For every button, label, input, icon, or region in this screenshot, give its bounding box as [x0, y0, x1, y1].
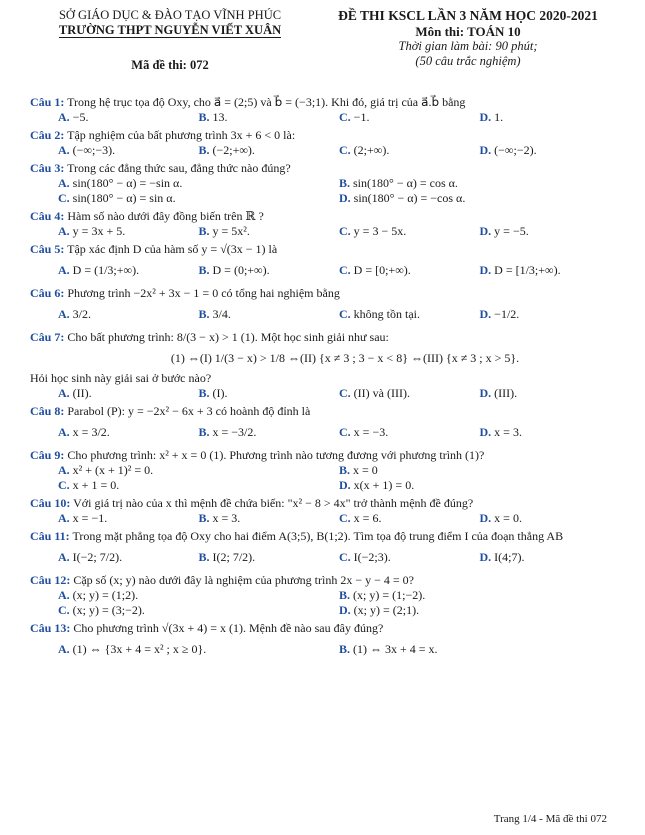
answer-option: [199, 386, 340, 401]
option-text: −5.: [72, 110, 89, 124]
option-text: (−2;+∞).: [212, 143, 255, 157]
school-name-text: TRƯỜNG THPT NGUYỄN VIẾT XUÂN: [58, 23, 282, 37]
option-letter: A.: [58, 588, 70, 602]
option-letter: D.: [479, 110, 492, 124]
option-letter: B.: [198, 550, 210, 564]
question-stem: [30, 128, 620, 143]
option-letter: D.: [479, 550, 492, 564]
option-letter: A.: [58, 143, 70, 157]
answer-option: [339, 143, 480, 158]
question: [30, 95, 620, 125]
question-text: Parabol (P): y = −2x² − 6x + 3 có hoành độ đỉnh là: [67, 404, 311, 418]
question-stem: [30, 209, 620, 224]
answer-option: [480, 224, 621, 239]
answer-option: [58, 544, 199, 570]
question: [30, 621, 620, 662]
answer-option: [199, 224, 340, 239]
option-text: (x; y) = (2;1).: [353, 603, 420, 617]
option-text: (x; y) = (1;2).: [72, 588, 139, 602]
option-letter: D.: [479, 224, 492, 238]
question: [30, 161, 620, 206]
question-number: Câu 7:: [30, 330, 65, 344]
option-letter: B.: [198, 425, 210, 439]
question-stem: [30, 286, 620, 301]
question-followup: Hỏi học sinh này giải sai ở bước nào?: [30, 371, 212, 385]
option-letter: B.: [198, 263, 210, 277]
option-letter: A.: [58, 642, 70, 656]
option-letter: C.: [339, 386, 351, 400]
answer-option: [199, 257, 340, 283]
question-number: Câu 4:: [30, 209, 65, 223]
answer-option: [339, 478, 620, 493]
answer-options: [30, 176, 620, 206]
question: [30, 242, 620, 283]
answer-option: [199, 419, 340, 445]
question-text: Cho bất phương trình: 8/(3 − x) > 1 (1). Một học sinh giải như sau:: [67, 330, 389, 344]
answer-option: [339, 110, 480, 125]
question-text: Cặp số (x; y) nào dưới đây là nghiệm của phương trình 2x − y − 4 = 0?: [73, 573, 414, 587]
answer-options: [30, 419, 620, 445]
option-text: D = (0;+∞).: [212, 263, 270, 277]
option-text: x(x + 1) = 0.: [353, 478, 415, 492]
question: [30, 573, 620, 618]
question-stem: [30, 95, 620, 110]
answer-option: [339, 386, 480, 401]
option-text: (II).: [72, 386, 92, 400]
option-letter: D.: [479, 307, 492, 321]
header-left: [30, 8, 310, 73]
question-text: Trong mặt phẳng tọa độ Oxy cho hai điểm A(3;5), B(1;2). Tìm tọa độ trung điểm I của đoạn thẳng AB: [72, 529, 564, 543]
option-letter: D.: [479, 143, 492, 157]
option-text: −1/2.: [494, 307, 520, 321]
answer-option: [339, 176, 620, 191]
option-text: y = 3 − 5x.: [353, 224, 407, 238]
exam-duration: Thời gian làm bài: 90 phút;: [398, 39, 538, 53]
option-letter: C.: [58, 478, 70, 492]
question-text: Tập xác định D của hàm số y = √(3x − 1) là: [67, 242, 278, 256]
option-text: (2;+∞).: [353, 143, 390, 157]
option-text: y = −5.: [494, 224, 529, 238]
option-text: y = 3x + 5.: [72, 224, 126, 238]
answer-option: [58, 257, 199, 283]
option-letter: A.: [58, 511, 70, 525]
answer-option: [339, 588, 620, 603]
option-text: 13.: [212, 110, 228, 124]
option-text: (1) ⇔ {3x + 4 = x² ; x ≥ 0}.: [72, 642, 207, 656]
answer-option: [339, 419, 480, 445]
option-text: x = 6.: [353, 511, 382, 525]
question-stem: [30, 242, 620, 257]
option-text: x = 3.: [212, 511, 241, 525]
answer-option: [199, 544, 340, 570]
department-name: SỞ GIÁO DỤC & ĐÀO TẠO VĨNH PHÚC: [58, 8, 282, 22]
answer-option: [199, 301, 340, 327]
question-number: Câu 1:: [30, 95, 65, 109]
option-letter: C.: [339, 143, 351, 157]
question-text: Trong hệ trục tọa độ Oxy, cho a⃗ = (2;5) và b⃗ = (−3;1). Khi đó, giá trị của a⃗.b⃗ bằng: [67, 95, 466, 109]
answer-options: [30, 588, 620, 618]
question-number: Câu 8:: [30, 404, 65, 418]
answer-options: [30, 110, 620, 125]
option-text: I(−2;3).: [353, 550, 391, 564]
question-number: Câu 3:: [30, 161, 65, 175]
option-text: 1.: [494, 110, 504, 124]
option-letter: D.: [479, 263, 492, 277]
option-text: x = 0: [353, 463, 378, 477]
option-letter: D.: [339, 478, 351, 492]
answer-option: [480, 257, 621, 283]
option-letter: C.: [339, 550, 351, 564]
option-text: D = [0;+∞).: [353, 263, 411, 277]
answer-option: [58, 478, 339, 493]
question-text: Hàm số nào dưới đây đồng biến trên ℝ ?: [67, 209, 264, 223]
answer-options: [30, 257, 620, 283]
option-letter: C.: [339, 307, 351, 321]
option-text: (x; y) = (3;−2).: [72, 603, 145, 617]
option-text: (II) và (III).: [353, 386, 410, 400]
option-letter: A.: [58, 463, 70, 477]
header-right: [318, 8, 618, 69]
option-letter: D.: [339, 603, 351, 617]
question-stem: [30, 330, 620, 345]
answer-option: [58, 588, 339, 603]
option-letter: B.: [198, 224, 210, 238]
answer-option: [58, 143, 199, 158]
answer-option: [58, 110, 199, 125]
answer-option: [339, 636, 620, 662]
option-text: I(4;7).: [494, 550, 525, 564]
option-text: (−∞;−2).: [494, 143, 537, 157]
answer-option: [339, 511, 480, 526]
answer-options: [30, 463, 620, 493]
option-letter: A.: [58, 307, 70, 321]
question: [30, 529, 620, 570]
question-number: Câu 6:: [30, 286, 65, 300]
option-text: x = 3/2.: [72, 425, 110, 439]
option-letter: B.: [339, 588, 351, 602]
answer-option: [480, 110, 621, 125]
answer-option: [480, 511, 621, 526]
exam-subject: Môn thi: TOÁN 10: [415, 24, 521, 39]
answer-options: [30, 511, 620, 526]
question-stem: [30, 161, 620, 176]
option-text: sin(180° − α) = −sin α.: [72, 176, 183, 190]
solution-steps: (1) ⇔(I) 1/(3 − x) > 1/8 ⇔(II) {x ≠ 3 ; 3 − x < 8} ⇔(III) {x ≠ 3 ; x > 5}.: [170, 351, 520, 365]
option-letter: C.: [339, 263, 351, 277]
option-letter: C.: [58, 603, 70, 617]
answer-option: [58, 301, 199, 327]
question: [30, 448, 620, 493]
answer-option: [480, 386, 621, 401]
option-text: x = 0.: [494, 511, 522, 525]
answer-option: [339, 463, 620, 478]
option-letter: A.: [58, 110, 70, 124]
option-text: sin(180° − α) = −cos α.: [353, 191, 466, 205]
answer-option: [58, 191, 339, 206]
option-text: (I).: [212, 386, 228, 400]
option-text: sin(180° − α) = sin α.: [72, 191, 176, 205]
option-text: D = [1/3;+∞).: [494, 263, 561, 277]
answer-option: [58, 463, 339, 478]
question-list: [30, 92, 620, 662]
answer-options: [30, 143, 620, 158]
exam-code: Mã đề thi: 072: [131, 58, 209, 72]
option-letter: B.: [198, 143, 210, 157]
answer-option: [480, 419, 621, 445]
answer-option: [480, 143, 621, 158]
option-letter: A.: [58, 176, 70, 190]
option-text: x² + (x + 1)² = 0.: [72, 463, 154, 477]
answer-option: [58, 224, 199, 239]
exam-header: [0, 0, 645, 90]
exam-title: ĐỀ THI KSCL LẦN 3 NĂM HỌC 2020-2021: [338, 8, 598, 23]
question: [30, 128, 620, 158]
answer-options: [30, 544, 620, 570]
question-text: Tập nghiệm của bất phương trình 3x + 6 < 0 là:: [67, 128, 296, 142]
option-text: (x; y) = (1;−2).: [353, 588, 426, 602]
page-footer: Trang 1/4 - Mã đề thi 072: [493, 813, 607, 825]
question-number: Câu 5:: [30, 242, 65, 256]
option-letter: C.: [339, 511, 351, 525]
option-text: x = −3/2.: [212, 425, 257, 439]
option-text: (1) ⇔ 3x + 4 = x.: [353, 642, 438, 656]
option-letter: D.: [479, 425, 492, 439]
answer-option: [58, 511, 199, 526]
answer-option: [58, 603, 339, 618]
option-text: (III).: [494, 386, 518, 400]
option-letter: C.: [339, 224, 351, 238]
question: [30, 330, 620, 401]
option-text: x + 1 = 0.: [72, 478, 120, 492]
answer-option: [339, 224, 480, 239]
option-letter: A.: [58, 224, 70, 238]
answer-options: [30, 636, 620, 662]
option-letter: C.: [339, 110, 351, 124]
option-text: −1.: [353, 110, 370, 124]
question-stem: [30, 404, 620, 419]
answer-options: [30, 386, 620, 401]
question-stem: [30, 496, 620, 511]
exam-format: (50 câu trắc nghiệm): [415, 54, 521, 68]
option-text: x = −1.: [72, 511, 108, 525]
answer-option: [480, 301, 621, 327]
question-number: Câu 2:: [30, 128, 65, 142]
answer-option: [339, 257, 480, 283]
question-number: Câu 9:: [30, 448, 65, 462]
question-text: Với giá trị nào của x thì mệnh đề chứa biến: "x² − 8 > 4x" trở thành mệnh đề đúng?: [73, 496, 474, 510]
question: [30, 209, 620, 239]
option-text: sin(180° − α) = cos α.: [353, 176, 458, 190]
option-letter: A.: [58, 263, 70, 277]
option-text: y = 5x².: [212, 224, 250, 238]
question-number: Câu 10:: [30, 496, 71, 510]
question: [30, 404, 620, 445]
option-text: D = (1/3;+∞).: [72, 263, 140, 277]
option-text: x = −3.: [353, 425, 389, 439]
answer-option: [58, 636, 339, 662]
option-text: 3/4.: [212, 307, 231, 321]
option-text: không tồn tại.: [353, 307, 420, 321]
option-letter: B.: [198, 511, 210, 525]
option-letter: D.: [479, 386, 492, 400]
option-letter: A.: [58, 386, 70, 400]
option-letter: B.: [198, 307, 210, 321]
answer-option: [58, 386, 199, 401]
answer-option: [339, 301, 480, 327]
option-letter: B.: [339, 642, 351, 656]
option-text: 3/2.: [72, 307, 92, 321]
option-letter: D.: [479, 511, 492, 525]
answer-option: [199, 511, 340, 526]
question-number: Câu 12:: [30, 573, 71, 587]
option-text: (−∞;−3).: [72, 143, 116, 157]
answer-option: [199, 143, 340, 158]
question-text: Phương trình −2x² + 3x − 1 = 0 có tổng hai nghiệm bằng: [67, 286, 340, 300]
answer-option: [339, 603, 620, 618]
option-letter: A.: [58, 550, 70, 564]
school-name: [30, 23, 310, 38]
question: [30, 496, 620, 526]
question-stem: [30, 529, 620, 544]
option-text: I(−2; 7/2).: [72, 550, 123, 564]
option-letter: B.: [339, 463, 351, 477]
answer-option: [58, 176, 339, 191]
answer-option: [339, 544, 480, 570]
question-number: Câu 11:: [30, 529, 70, 543]
answer-option: [58, 419, 199, 445]
option-text: I(2; 7/2).: [212, 550, 256, 564]
answer-option: [339, 191, 620, 206]
question-number: Câu 13:: [30, 621, 71, 635]
option-letter: A.: [58, 425, 70, 439]
question-text: Cho phương trình √(3x + 4) = x (1). Mệnh đề nào sau đây đúng?: [73, 621, 384, 635]
question: [30, 286, 620, 327]
option-letter: C.: [58, 191, 70, 205]
option-letter: D.: [339, 191, 351, 205]
question-stem: [30, 448, 620, 463]
question-stem: [30, 573, 620, 588]
answer-option: [199, 110, 340, 125]
question-stem: [30, 621, 620, 636]
option-letter: B.: [198, 110, 210, 124]
question-text: Trong các đẳng thức sau, đẳng thức nào đúng?: [67, 161, 291, 175]
answer-options: [30, 301, 620, 327]
question-text: Cho phương trình: x² + x = 0 (1). Phương trình nào tương đương với phương trình (1)?: [67, 448, 485, 462]
option-letter: B.: [198, 386, 210, 400]
option-letter: B.: [339, 176, 351, 190]
option-letter: C.: [339, 425, 351, 439]
option-text: x = 3.: [494, 425, 522, 439]
answer-option: [480, 544, 621, 570]
answer-options: [30, 224, 620, 239]
